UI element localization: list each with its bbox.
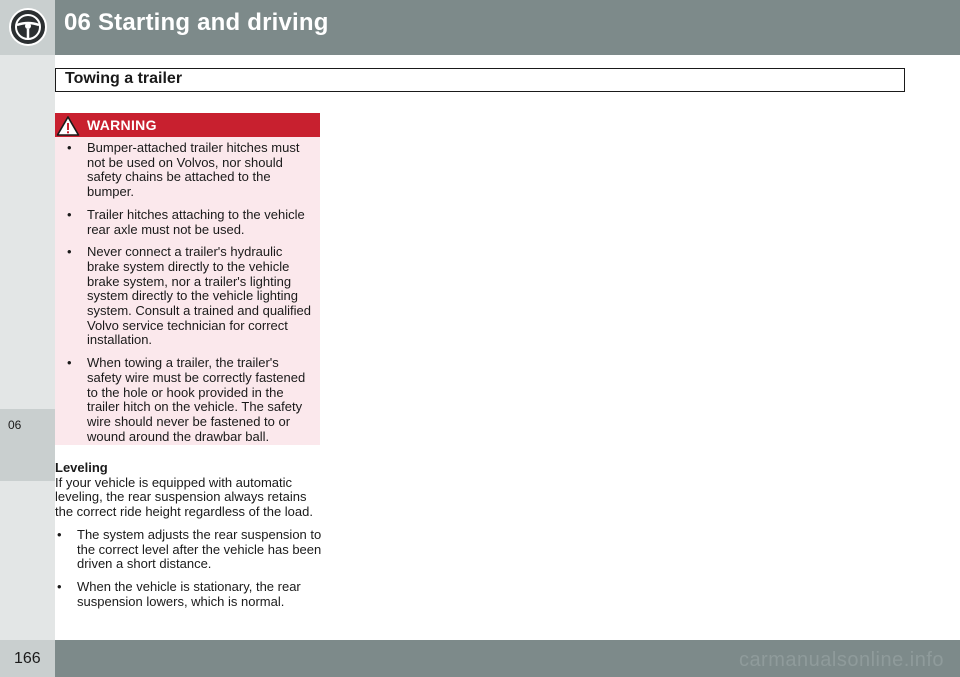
leveling-section — [55, 461, 323, 617]
warning-list — [55, 141, 320, 452]
list-item-text: Trailer hitches attaching to the vehicle rear axle must not be used. — [87, 206, 305, 237]
steering-wheel-icon — [8, 7, 48, 47]
chapter-tab-label: 06 — [8, 418, 22, 432]
list-item-text: When towing a trailer, the trailer's safety wire must be correctly fastened to the hole or hook provided in the trailer hitch on the vehicle. The safety wire should never be fastened to or wound around the drawbar ball. — [87, 355, 306, 444]
left-margin-strip — [0, 55, 55, 640]
list-item-text: Never connect a trailer's hydraulic brake system directly to the vehicle brake system, nor a trailer's lighting system directly to the vehicle lighting system. Consult a trained and qualified Volvo service technician for correct installation. — [87, 244, 312, 348]
warning-title: WARNING — [87, 117, 157, 133]
chapter-title: 06 Starting and driving — [64, 9, 329, 36]
section-header — [55, 68, 905, 92]
warning-box — [55, 113, 320, 445]
warning-triangle-icon — [56, 115, 80, 137]
leveling-heading: Leveling — [55, 460, 108, 475]
list-item: • Bumper-attached trailer hitches must not be used on Volvos, nor should safety chains be attached to the bumper. — [67, 140, 300, 200]
list-item-text: When the vehicle is stationary, the rear suspension lowers, which is normal. — [77, 578, 301, 609]
list-item: • When the vehicle is stationary, the rear suspension lowers, which is normal. — [57, 578, 301, 609]
leveling-list — [55, 528, 323, 610]
list-item: • Trailer hitches attaching to the vehicle rear axle must not be used. — [67, 206, 305, 237]
page-number: 166 — [14, 650, 41, 667]
list-item: • The system adjusts the rear suspension to the correct level after the vehicle has been driven a short distance. — [57, 526, 322, 572]
list-item-text: Bumper-attached trailer hitches must not be used on Volvos, nor should safety chains be attached to the bumper. — [87, 140, 300, 200]
watermark: carmanualsonline.info — [738, 649, 944, 671]
list-item: • When towing a trailer, the trailer's safety wire must be correctly fastened to the hole or hook provided in the trailer hitch on the vehicle. The safety wire should never be fastened to or wound around the drawbar ball. — [67, 355, 306, 444]
section-title: Towing a trailer — [65, 70, 183, 87]
list-item: • Never connect a trailer's hydraulic brake system directly to the vehicle brake system, nor a trailer's lighting system directly to the vehicle lighting system. Consult a trained and qualified Volvo service technician for correct installation. — [67, 244, 312, 348]
warning-header — [55, 113, 320, 137]
leveling-intro: If your vehicle is equipped with automatic leveling, the rear suspension always retains the correct ride height regardless of the load. — [55, 474, 313, 520]
list-item-text: The system adjusts the rear suspension to the correct level after the vehicle has been driven a short distance. — [77, 526, 322, 572]
chapter-logo — [0, 0, 55, 55]
